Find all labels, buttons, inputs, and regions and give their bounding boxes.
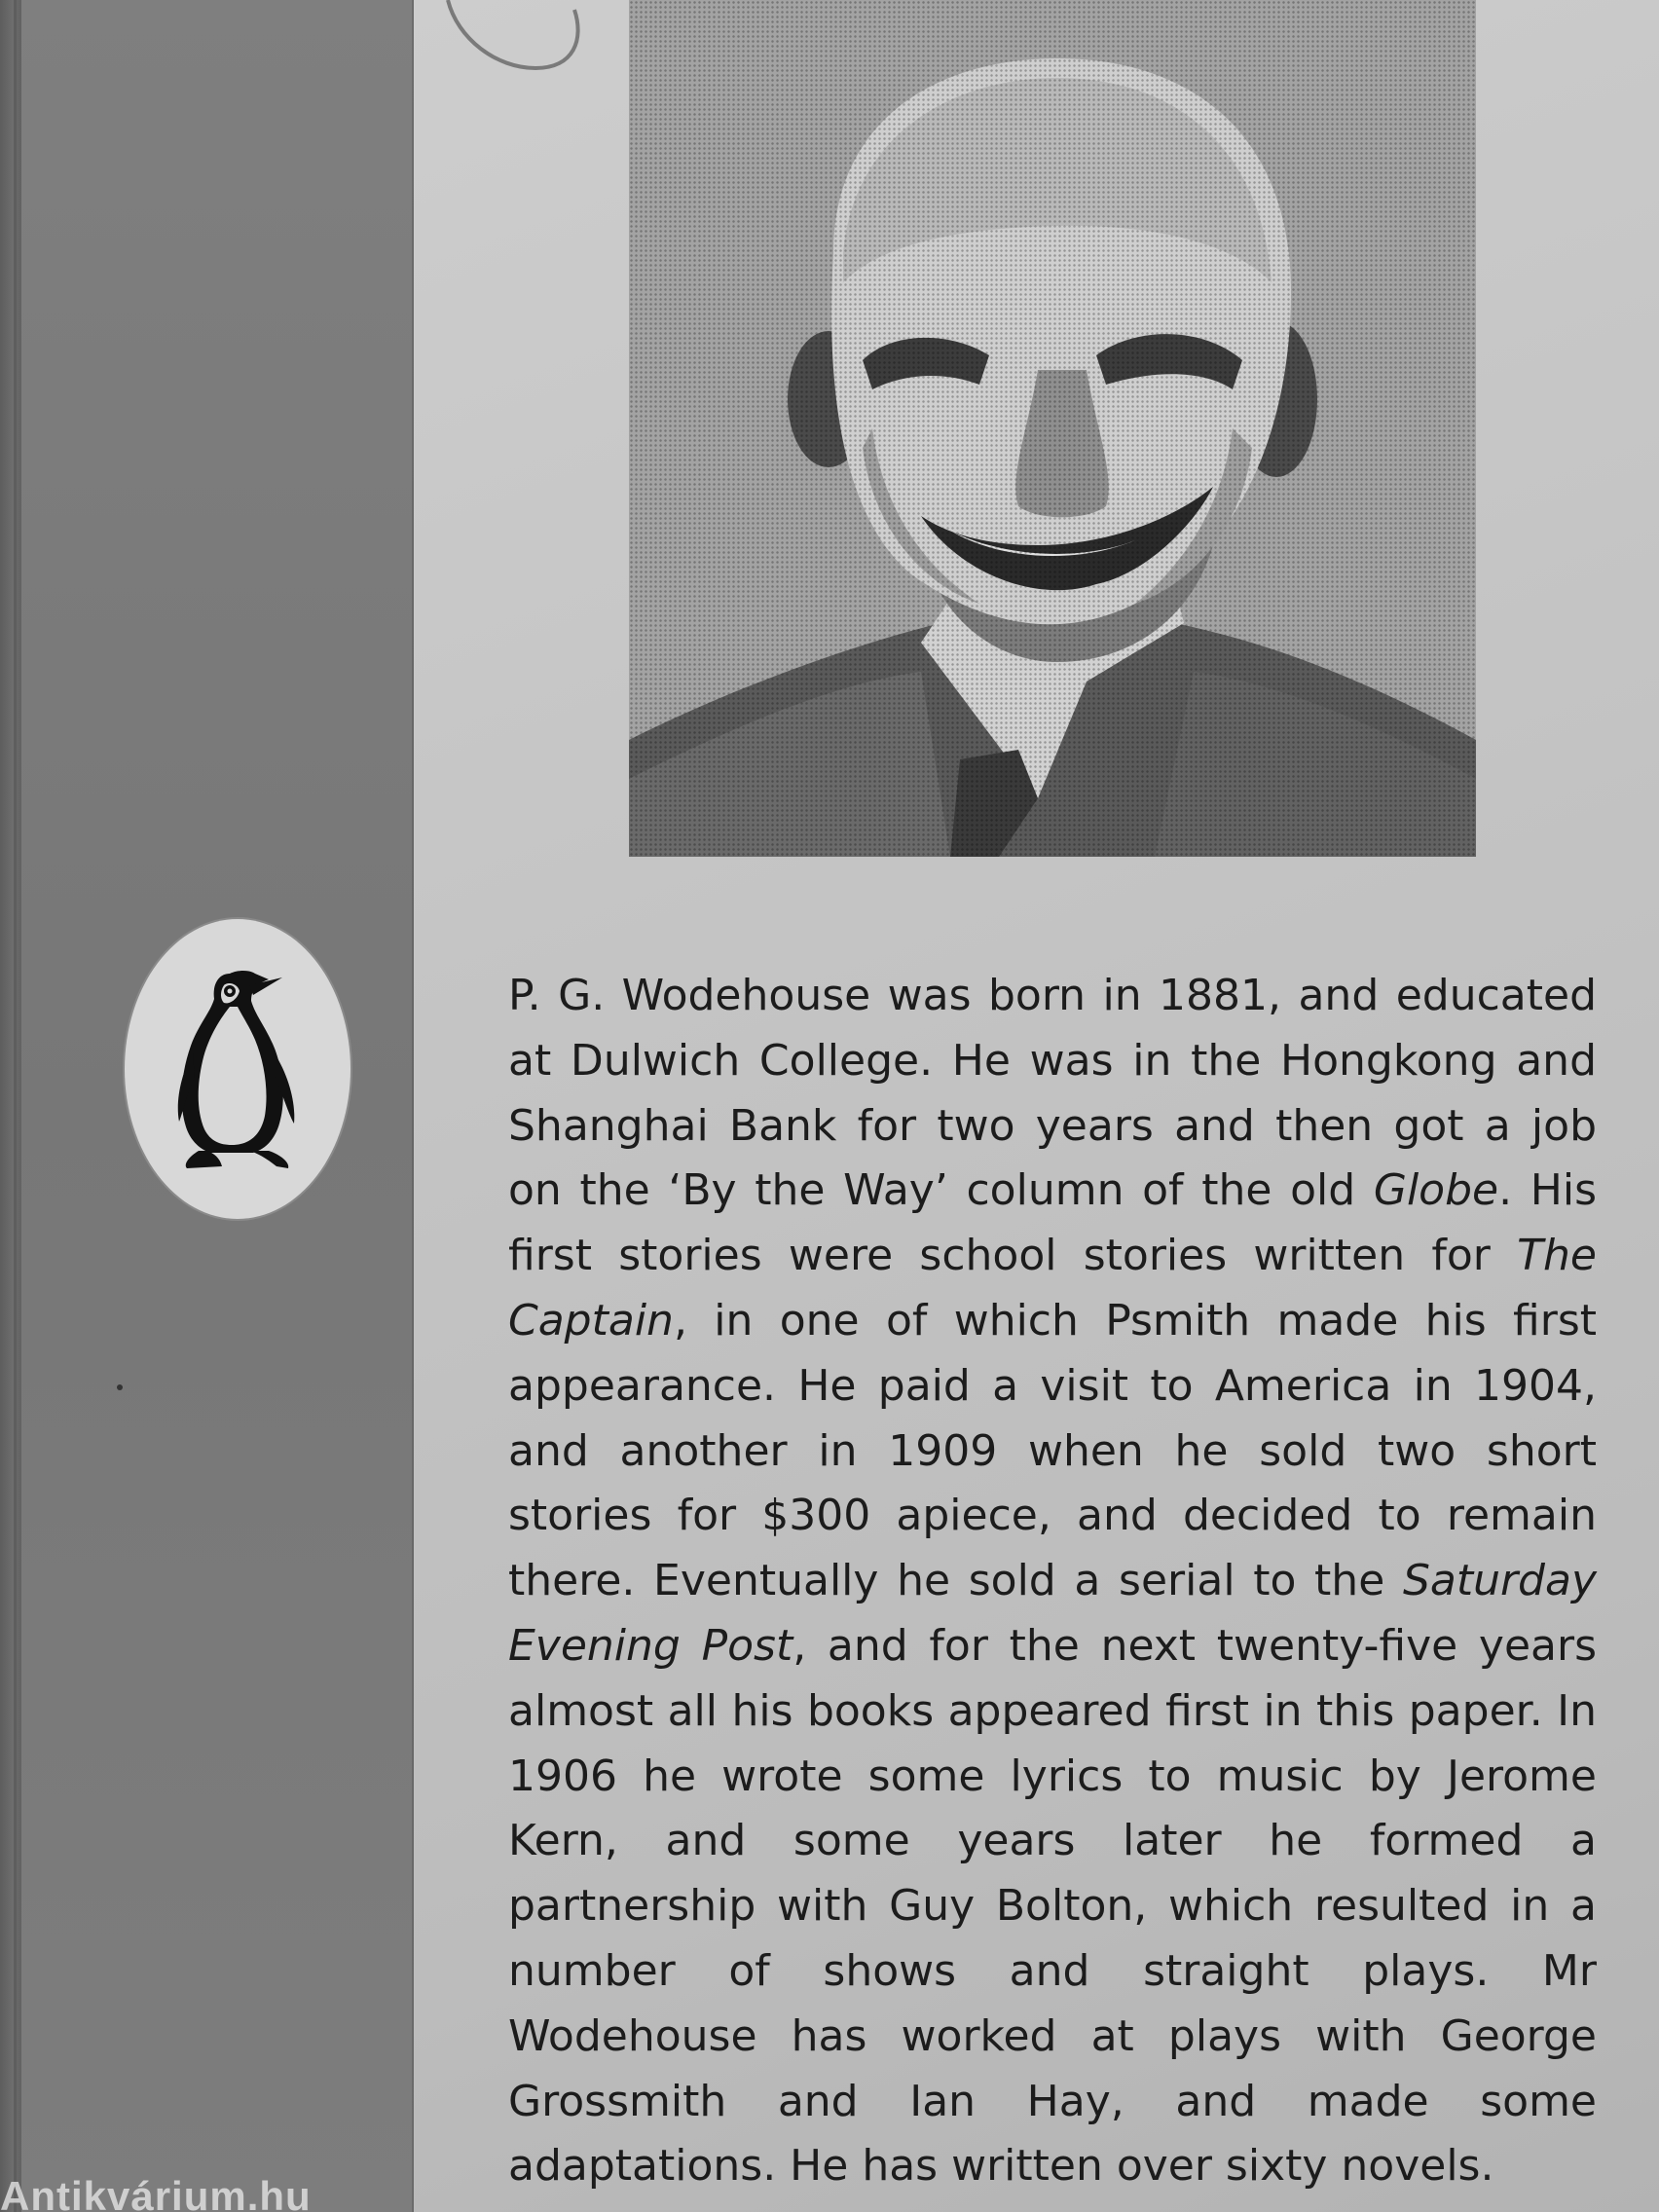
spine-edge	[0, 0, 21, 2212]
bio-segment: P. G. Wodehouse was born in 1881, and educated at Dulwich College. He was in the Hongkong and Shanghai Bank for two years and then got a job on the ‘By the Way’ column of the old	[508, 971, 1597, 1216]
bio-segment: . His first stories were school stories written for	[508, 1165, 1597, 1281]
pencil-scribble	[428, 0, 623, 88]
bio-italic-title: The Captain	[508, 1231, 1597, 1346]
bio-italic-title: Saturday Evening Post	[508, 1556, 1597, 1671]
author-portrait	[629, 0, 1476, 857]
author-biography	[508, 964, 1597, 2199]
stray-dot	[117, 1384, 123, 1390]
watermark: Antikvárium.hu	[0, 2173, 312, 2212]
portrait-figure	[629, 0, 1476, 857]
bio-segment: , in one of which Psmith made his first appearance. He paid a visit to America in 1904, and another in 1909 when he sold two short stories for $300 apiece, and decided to remain there. Eventually he sold a serial to the	[508, 1295, 1597, 1606]
spine-crease	[14, 0, 17, 2212]
penguin-logo	[125, 919, 350, 1219]
bio-italic-title: Globe	[1373, 1165, 1499, 1216]
bio-segment: , and for the next twenty-five years almost all his books appeared first in this paper. In 1906 he wrote some lyrics to music by Jerome Kern, and some years later he formed a partnership with Guy Bolton, which resulted in a number of shows and straight plays. Mr Wodehouse has worked at plays with George Grossmith and Ian Hay, and made some adaptations. He has written over sixty novels.	[508, 1620, 1598, 2192]
penguin-icon	[160, 956, 315, 1182]
